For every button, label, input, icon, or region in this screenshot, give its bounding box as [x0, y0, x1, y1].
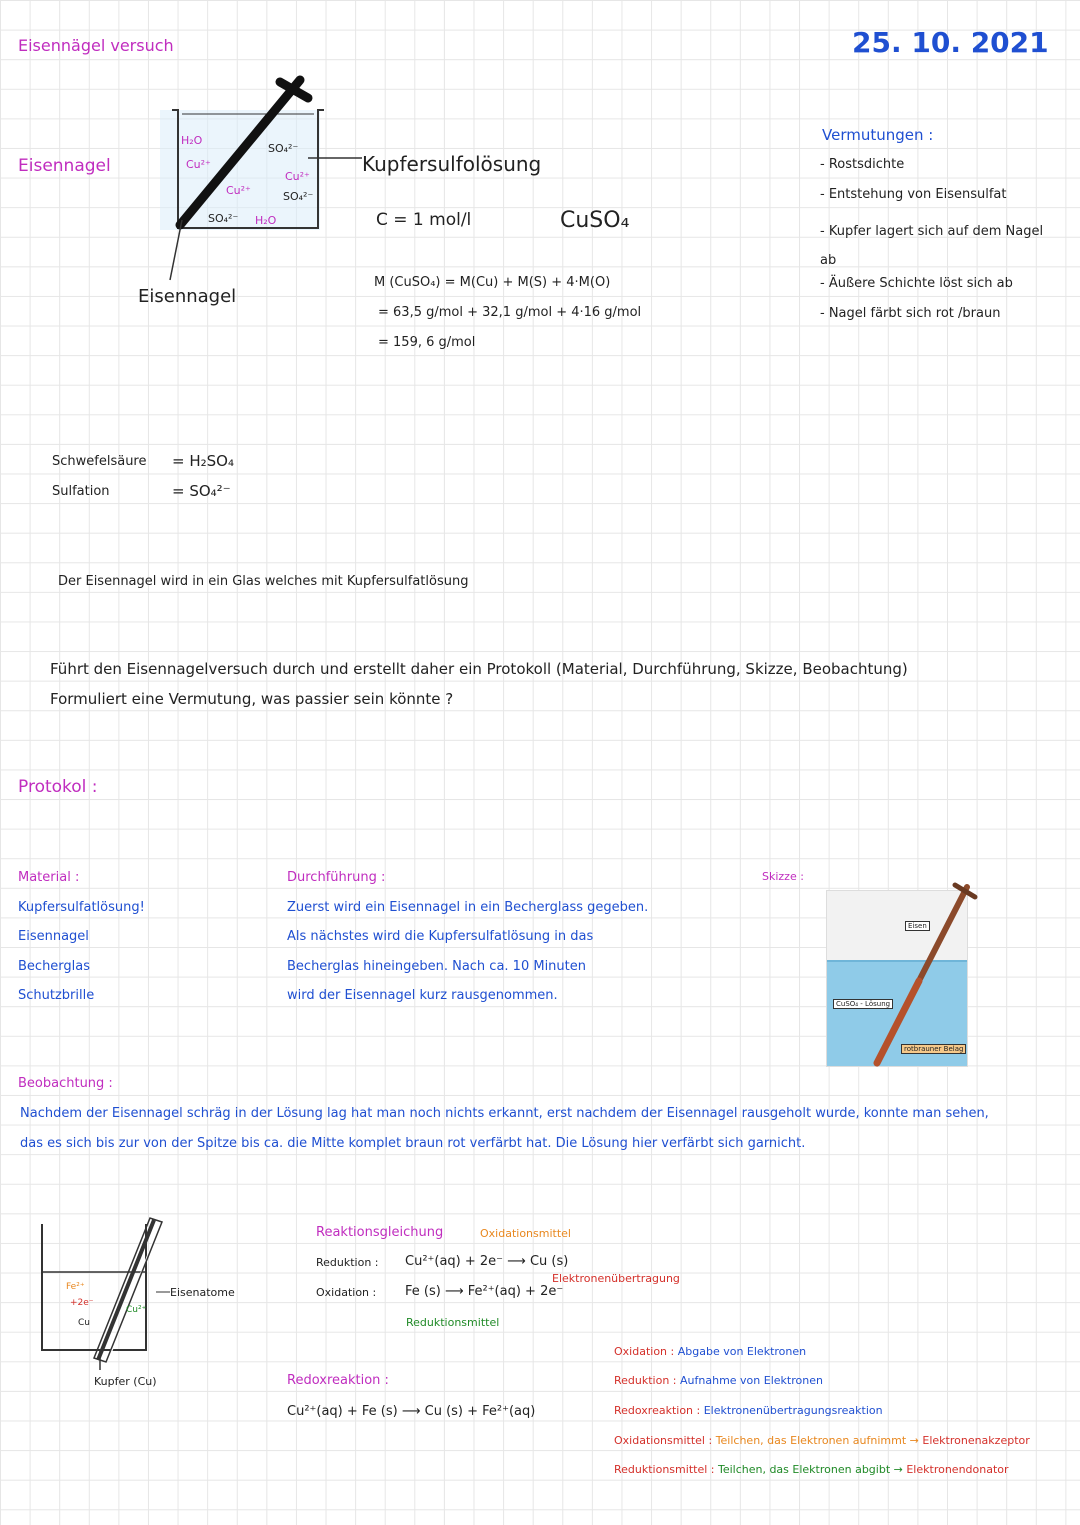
oxidation-equation: Fe (s) ⟶ Fe²⁺(aq) + 2e⁻ — [405, 1284, 564, 1299]
sketch1-label-bottom: Eisennagel — [138, 286, 237, 307]
durchfuehrung-line: Zuerst wird ein Eisennagel in ein Becherglass gegeben. — [287, 900, 649, 915]
hypothesis-item: - Rostsdichte — [820, 157, 905, 172]
acid-label: Schwefelsäure — [52, 454, 147, 469]
hypothesis-item: - Kupfer lagert sich auf dem Nagel ab — [820, 224, 1044, 268]
oxidationsmittel-label: Oxidationsmittel — [480, 1227, 571, 1240]
acid-formula: = H₂SO₄ — [172, 452, 234, 470]
material-item: Eisennagel — [18, 929, 89, 944]
redox-equation: Cu²⁺(aq) + Fe (s) ⟶ Cu (s) + Fe²⁺(aq) — [287, 1404, 536, 1419]
reduktion-equation: Cu²⁺(aq) + 2e⁻ ⟶ Cu (s) — [405, 1254, 569, 1269]
hypotheses-title: Vermutungen : — [822, 126, 934, 144]
cuso4-formula: CuSO₄ — [560, 208, 630, 233]
skizze-label-eisen: Eisen — [905, 921, 930, 931]
ion-so4-a: SO₄²⁻ — [268, 142, 299, 155]
ion-cu-b: Cu²⁺ — [226, 184, 251, 197]
ion-so4-b: SO₄²⁻ — [283, 190, 314, 203]
material-item: Becherglas — [18, 959, 91, 974]
durchfuehrung-title: Durchführung : — [287, 870, 386, 885]
hypothesis-item: - Nagel färbt sich rot /braun — [820, 306, 1001, 321]
sketch2-cu-ion: Cu²⁺ — [126, 1305, 147, 1315]
sulfate-label: Sulfation — [52, 484, 110, 499]
skizze-title: Skizze : — [762, 870, 804, 883]
beaker-sketch — [160, 70, 340, 290]
solution-label: Kupfersulfolösung — [362, 152, 542, 176]
definition-oxidation: Oxidation : Abgabe von Elektronen — [614, 1345, 807, 1358]
page-title: Eisennägel versuch — [18, 36, 174, 55]
concentration: C = 1 mol/l — [376, 210, 472, 230]
definition-reduktionsmittel: Reduktionsmittel : Teilchen, das Elektronen abgibt → Elektronendonator — [614, 1463, 1009, 1476]
reduktionsmittel-label: Reduktionsmittel — [406, 1316, 500, 1329]
beobachtung-title: Beobachtung : — [18, 1076, 113, 1091]
sketch2-cu: Cu — [78, 1318, 90, 1328]
sketch2-electrons: +2e⁻ — [70, 1298, 94, 1308]
task-line-2: Formuliert eine Vermutung, was passier sein könnte ? — [50, 690, 454, 708]
ion-h2o-b: H₂O — [255, 214, 277, 227]
skizze-label-belag: rotbrauner Belag — [901, 1044, 966, 1054]
material-title: Material : — [18, 870, 80, 885]
material-item: Schutzbrille — [18, 988, 95, 1003]
molar-mass-result: = 159, 6 g/mol — [378, 335, 476, 350]
date: 25. 10. 2021 — [852, 26, 1049, 59]
durchfuehrung-line: wird der Eisennagel kurz rausgenommen. — [287, 988, 558, 1003]
skizze-photo — [826, 890, 968, 1067]
skizze-label-loesung: CuSO₄ - Lösung — [833, 999, 893, 1009]
task-line-1: Führt den Eisennagelversuch durch und erstellt daher ein Protokoll (Material, Durchführung, Skizze, Beobachtung) — [50, 660, 908, 678]
redox-title: Redoxreaktion : — [287, 1373, 389, 1388]
hypothesis-item: - Entstehung von Eisensulfat — [820, 187, 1007, 202]
reduktion-label: Reduktion : — [316, 1256, 379, 1269]
definition-oxidationsmittel: Oxidationsmittel : Teilchen, das Elektronen aufnimmt → Elektronenakzeptor — [614, 1434, 1030, 1447]
sketch2-fe-ion: Fe²⁺ — [66, 1282, 85, 1292]
ion-cu-c: Cu²⁺ — [285, 170, 310, 183]
sketch2-label-atoms: Eisenatome — [170, 1286, 235, 1299]
ion-h2o-a: H₂O — [181, 134, 203, 147]
ion-cu-a: Cu²⁺ — [186, 158, 211, 171]
molar-mass-values: = 63,5 g/mol + 32,1 g/mol + 4·16 g/mol — [378, 305, 642, 320]
oxidation-label: Oxidation : — [316, 1286, 377, 1299]
elektronenuebertragung-label: Elektronenübertragung — [552, 1272, 680, 1285]
molar-mass-equation: M (CuSO₄) = M(Cu) + M(S) + 4·M(O) — [374, 275, 611, 290]
beobachtung-line-2: das es sich bis zur von der Spitze bis ca. die Mitte komplet braun rot verfärbt hat. Die Lösung hier verfärbt sich garnicht. — [20, 1136, 806, 1151]
ion-so4-c: SO₄²⁻ — [208, 212, 239, 225]
durchfuehrung-line: Becherglas hineingeben. Nach ca. 10 Minuten — [287, 959, 586, 974]
sketch2-label-copper: Kupfer (Cu) — [94, 1375, 157, 1388]
sketch1-label-left: Eisennagel — [18, 156, 111, 176]
material-item: Kupfersulfatlösung! — [18, 900, 145, 915]
hypothesis-item: - Äußere Schichte löst sich ab — [820, 276, 1013, 291]
definition-reduktion: Reduktion : Aufnahme von Elektronen — [614, 1374, 823, 1387]
reaction-title: Reaktionsgleichung — [316, 1225, 444, 1240]
sulfate-formula: = SO₄²⁻ — [172, 482, 231, 500]
beobachtung-line-1: Nachdem der Eisennagel schräg in der Lösung lag hat man noch nichts erkannt, erst nachdem der Eisennagel rausgeholt wurde, konnte man sehen, — [20, 1106, 989, 1121]
definition-redoxreaktion: Redoxreaktion : Elektronenübertragungsreaktion — [614, 1404, 883, 1417]
protokol-title: Protokol : — [18, 777, 98, 797]
quote-line: Der Eisennagel wird in ein Glas welches mit Kupfersulfatlösung — [58, 574, 469, 589]
durchfuehrung-line: Als nächstes wird die Kupfersulfatlösung in das — [287, 929, 594, 944]
